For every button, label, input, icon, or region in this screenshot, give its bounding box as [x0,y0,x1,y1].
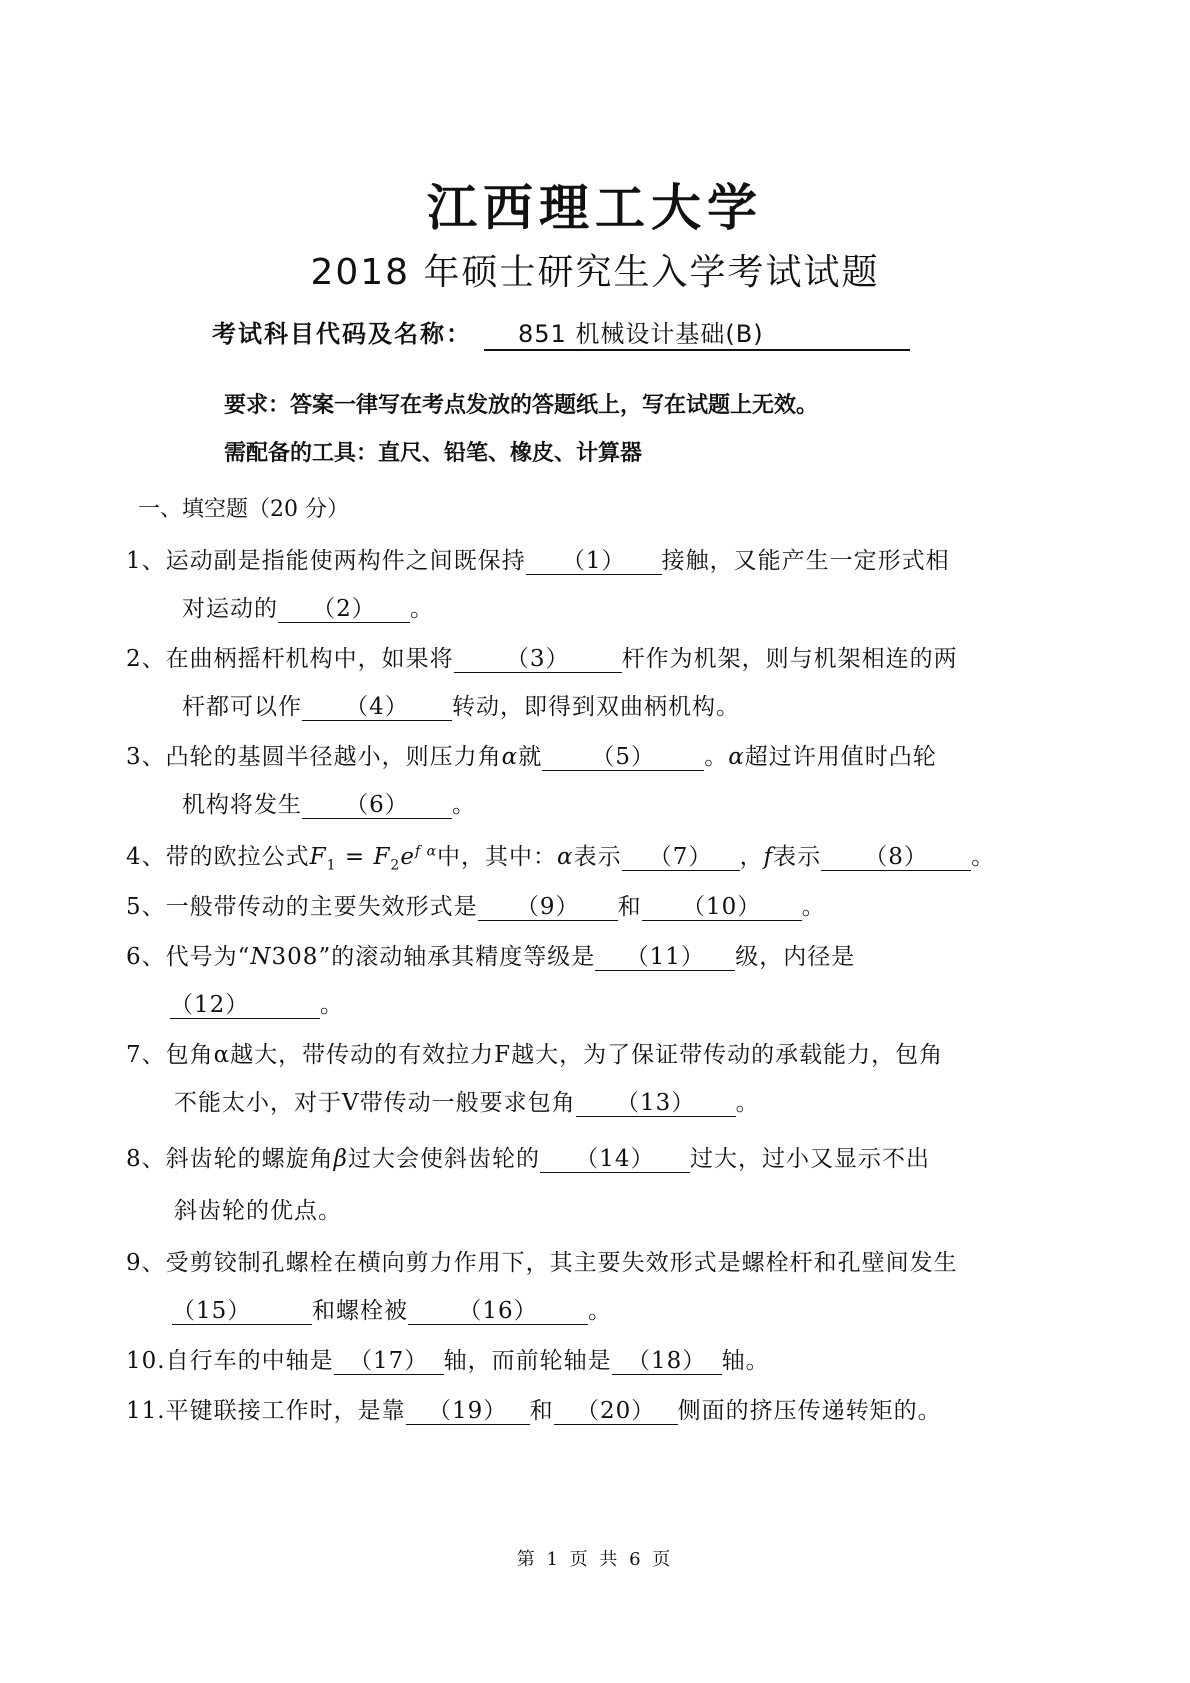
question-text: 轴。 [721,1348,770,1374]
question-text: 凸轮的基圆半径越小，则压力角 [165,744,502,770]
subject-value: 851 机械设计基础(B) [484,314,910,351]
formula-sub2: 2 [390,857,401,874]
question-text: 表示 [773,844,822,870]
question-text: 和螺栓被 [312,1298,408,1324]
answer-blank: （15） [172,1299,312,1325]
formula-sub1: 1 [326,857,337,874]
answer-blank: （12） [170,993,320,1019]
question-text: 自行车的中轴是 [165,1348,334,1374]
question-text: 杆都可以作 [182,694,302,720]
question-text: 过大会使斜齿轮的 [347,1146,540,1172]
bearing-code-number: 308 [271,944,319,970]
question-number: 5、 [126,894,166,920]
answer-blank: （7） [622,845,740,871]
answer-blank: （9） [478,895,618,921]
answer-blank: （14） [540,1147,690,1173]
question-2-line-2 [182,688,740,721]
formula-exponent: f α [414,843,438,860]
question-11-line-1 [126,1392,942,1425]
question-6-line-1 [126,938,855,971]
question-text: 受剪铰制孔螺栓在横向剪力作用下，其主要失效形式是螺栓杆和孔壁间发生 [165,1250,958,1276]
answer-blank: （17） [334,1349,444,1375]
subject-label: 考试科目代码及名称： [212,320,472,348]
formula-f2: F [373,844,391,870]
question-number: 4、 [126,844,166,870]
question-text: ”的滚动轴承其精度等级是 [318,944,596,970]
question-number: 6、 [126,944,166,970]
answer-blank: （6） [302,793,452,819]
question-1-line-2 [182,590,434,623]
answer-blank: （2） [278,597,410,623]
question-text: 。 [971,844,996,870]
answer-blank: （3） [454,647,622,673]
f-symbol: f [763,844,774,870]
question-5-line-1 [126,888,826,921]
question-text: 和 [529,1398,554,1424]
question-text: 杆作为机架，则与机架相连的两 [621,646,958,672]
answer-blank: （16） [408,1299,588,1325]
question-text: 。 [452,792,476,818]
question-text: 一般带传动的主要失效形式是 [165,894,478,920]
question-text: 。 [704,744,729,770]
answer-blank: （10） [642,895,802,921]
formula-eq: = [336,844,374,870]
question-text: 。 [588,1298,612,1324]
question-text: 。 [801,894,826,920]
question-text: 。 [410,596,434,622]
question-text: 带的欧拉公式 [165,844,310,870]
beta-symbol: β [333,1146,348,1172]
question-text: 平键联接工作时，是靠 [165,1398,406,1424]
question-7-line-2 [174,1084,760,1117]
question-text: ， [739,844,764,870]
alpha-symbol: α [557,844,574,870]
question-text: 级，内径是 [735,944,856,970]
question-number: 7、 [126,1042,166,1068]
question-text: 斜齿轮的螺旋角 [165,1146,334,1172]
question-text: 不能太小，对于V带传动一般要求包角 [174,1090,576,1116]
answer-blank: （1） [526,549,662,575]
formula-f1: F [309,844,327,870]
question-number: 2、 [126,646,166,672]
question-number: 9、 [126,1250,166,1276]
question-text: 运动副是指能使两构件之间既保持 [165,548,526,574]
question-3-line-1 [126,738,937,771]
question-text: 在曲柄摇杆机构中，如果将 [165,646,454,672]
question-number: 11. [126,1398,166,1424]
question-text: 包角α越大，带传动的有效拉力F越大，为了保证带传动的承载能力，包角 [165,1042,944,1068]
answer-blank: （20） [554,1399,678,1425]
question-10-line-1 [126,1342,770,1375]
question-8-line-1 [126,1140,930,1173]
bearing-code-letter: N [250,944,272,970]
exam-subtitle: 2018 年硕士研究生入学考试试题 [310,252,880,293]
section-title: 一、填空题（20 分） [138,497,349,522]
answer-blank: （18） [612,1349,722,1375]
question-text: 超过许用值时凸轮 [744,744,937,770]
answer-blank: （13） [576,1091,736,1117]
question-text: 过大，过小又显示不出 [689,1146,930,1172]
question-4-line-1 [126,838,995,874]
answer-blank: （4） [302,695,452,721]
question-text: 机构将发生 [182,792,302,818]
question-number: 10. [126,1348,166,1374]
question-text: 表示 [573,844,622,870]
alpha-symbol: α [501,744,519,770]
answer-blank: （5） [542,745,704,771]
question-text: 。 [320,992,344,1018]
formula-e: e [400,844,415,870]
question-3-line-2 [182,786,476,819]
question-8-line-2 [174,1192,342,1225]
tools-text: 需配备的工具：直尺、铅笔、橡皮、计算器 [224,441,643,466]
question-text: 接触，又能产生一定形式相 [661,548,950,574]
question-text: 代号为“ [165,944,251,970]
question-text: 侧面的挤压传递转矩的。 [677,1398,942,1424]
question-text: 中，其中： [437,844,558,870]
question-text: 轴，而前轮轴是 [443,1348,612,1374]
question-9-line-2 [172,1292,612,1325]
question-text: 。 [735,1090,760,1116]
question-text: 转动，即得到双曲柄机构。 [452,694,740,720]
question-9-line-1 [126,1244,958,1277]
question-1-line-1 [126,542,950,575]
answer-blank: （8） [821,845,971,871]
answer-blank: （11） [595,945,735,971]
university-title: 江西理工大学 [427,179,763,237]
subject-line [212,314,910,351]
question-number: 1、 [126,548,166,574]
question-7-line-1 [126,1036,943,1069]
page-footer: 第 1 页 共 6 页 [516,1549,674,1570]
question-text: 就 [518,744,543,770]
euler-formula [309,843,438,874]
question-text: 和 [617,894,642,920]
question-number: 8、 [126,1146,166,1172]
question-number: 3、 [126,744,166,770]
question-6-line-2 [170,986,344,1019]
alpha-symbol: α [728,744,745,770]
question-text: 斜齿轮的优点。 [174,1198,342,1224]
requirement-text: 要求：答案一律写在考点发放的答题纸上，写在试题上无效。 [224,393,819,418]
question-2-line-1 [126,640,958,673]
question-text: 对运动的 [182,596,278,622]
answer-blank: （19） [406,1399,530,1425]
